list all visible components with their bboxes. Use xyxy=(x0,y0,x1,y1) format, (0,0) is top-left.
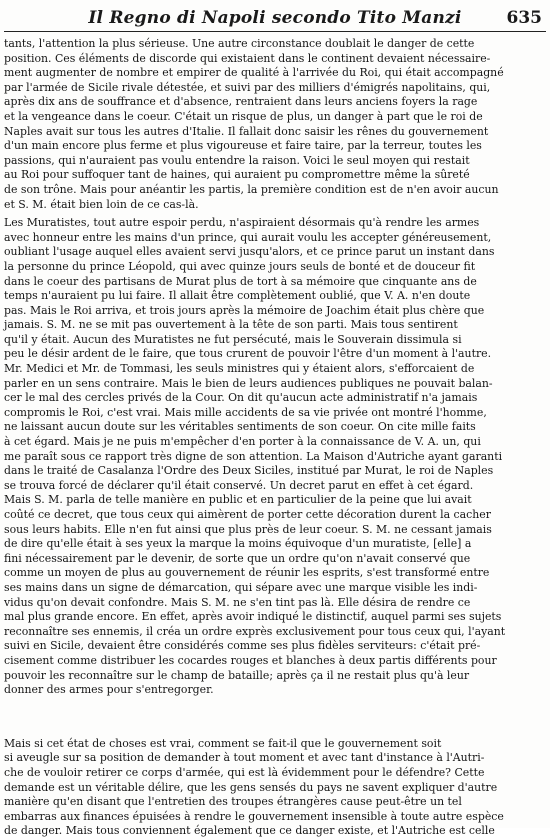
header-rule xyxy=(4,31,546,32)
text-body xyxy=(4,37,546,839)
page-header xyxy=(0,0,550,32)
paragraph-3: Mais si cet état de choses est vrai, comment se fait-il que le gouvernement soit si aveugle sur sa position de demander à tout moment et avec tant d'instance à l'Autri- che de vouloir retirer ce corps d'armée, qui est là évidemment pour le défendre? Cette demande est un véritable délire, que les gens sensés du pays ne savent expliquer d'autre manière qu'en disant que l'entretien des troupes étrangères cause peut-être un tel embarras aux finances épuisées à rendre le gouvernement insensible à toute autre espèce de danger. Mais tous conviennent également que ce danger existe, et l'Autriche est celle xyxy=(4,736,504,838)
paragraph-1: tants, l'attention la plus sérieuse. Une autre circonstance doublait le danger de cette position. Ces éléments de discorde qui existaient dans le continent devaient nécessaire- ment augmenter de nombre et empirer de qualité à l'arrivée du Roi, qui était accompagné par l'armée de Sicile rivale détestée, et suivi par des milliers d'émigrés napolitains, qui, après dix ans de souffrance et d'absence, rentraient dans leurs anciens foyers la rage et la vengeance dans le coeur. C'était un risque de plus, un danger à part que le roi de Naples avait sur tous les autres d'Italie. Il fallait donc saisir les rênes du gouvernement d'un main encore plus ferme et plus vigoureuse et faire taire, par la terreur, toutes les passions, qui n'auraient pas voulu entendre la raison. Voici le seul moyen qui restait au Roi pour suffoquer tant de haines, qui auraient pu compromettre même la sûreté de son trône. Mais pour anéantir les partis, la première condition est de n'en avoir aucun et S. M. était bien loin de ce cas-là. xyxy=(4,37,504,211)
page-number: 635 xyxy=(506,8,542,28)
running-title: Il Regno di Napoli secondo Tito Manzi xyxy=(88,8,462,28)
paragraph-2: Les Muratistes, tout autre espoir perdu, n'aspiraient désormais qu'à rendre les armes avec honneur entre les mains d'un prince, qui aurait voulu les accepter généreusement, oubliant l'usage auquel elles avaient servi jusqu'alors, et ce prince parut un instant dans la personne du prince Léopold, qui avec quinze jours seuls de bonté et de douceur fit dans le coeur des partisans de Murat plus de tort à sa mémoire que cinquante ans de temps n'auraient pu lui faire. Il allait être complètement oublié, que V. A. n'en doute pas. Mais le Roi arriva, et trois jours après la mémoire de Joachim était plus chère que jamais. S. M. ne se mit pas ouvertement à la tête de son parti. Mais tous sentirent qu'il y était. Aucun des Muratistes ne fut persécuté, mais le Souverain dissimula si peu le désir ardent de le faire, que tous crurent de pouvoir l'être d'un moment à l'autre. Mr. Medici et Mr. de Tommasi, les seuls ministres qui y étaient alors, s'efforcaient de parler en un sens contraire. Mais le bien de leurs audiences publiques ne pouvait balan- cer le mal des cercles privés de la Cour. On dit qu'aucun acte administratif n'a jamais compromis le Roi, c'est vrai. Mais mille accidents de sa vie privée ont montré l'homme, ne laissant aucun doute sur les véritables sentiments de son coeur. On cite mille faits à cet égard. Mais je ne puis m'empêcher d'en porter à la connaissance de V. A. un, qui me paraît sous ce rapport très digne de son attention. La Maison d'Autriche ayant garanti dans le traité de Casalanza l'Ordre des Deux Siciles, institué par Murat, le roi de Naples se trouva forcé de déclarer qu'il était conservé. Un decret parut en effet à cet égard. Mais S. M. parla de telle manière en public et en particulier de la peine que lui avait coûté ce decret, que tous ceux qui aimèrent de porter cette décoration durent la cacher sous leurs habits. Elle n'en fut ainsi que plus près de leur coeur. S. M. ne cessant jamais de dire qu'elle était à ses yeux la marque la moins équivoque d'un muratiste, [elle] a fini nécessairement par le devenir, de sorte que un ordre qu'on n'avait conservé que comme un moyen de plus au gouvernement de réunir les esprits, s'est transformé entre ses mains dans un signe de démarcation, qui sépare avec une marque visible les indi- vidus qu'on devait confondre. Mais S. M. ne s'en tint pas là. Elle désira de rendre ce mal plus grande encore. En effet, après avoir indiqué le distinctif, auquel parmi ses sujets reconnaître ses ennemis, il créa un ordre exprès exclusivement pour tous ceux qui, l'ayant suivi en Sicile, devaient être considérés comme ses plus fidèles serviteurs: c'était pré- cisement comme distribuer les cocardes rouges et blanches à deux partis différents pour pouvoir les reconnaître sur le champ de bataille; après ça il ne restait plus qu'à leur donner des armes pour s'entregorger. xyxy=(4,216,506,697)
